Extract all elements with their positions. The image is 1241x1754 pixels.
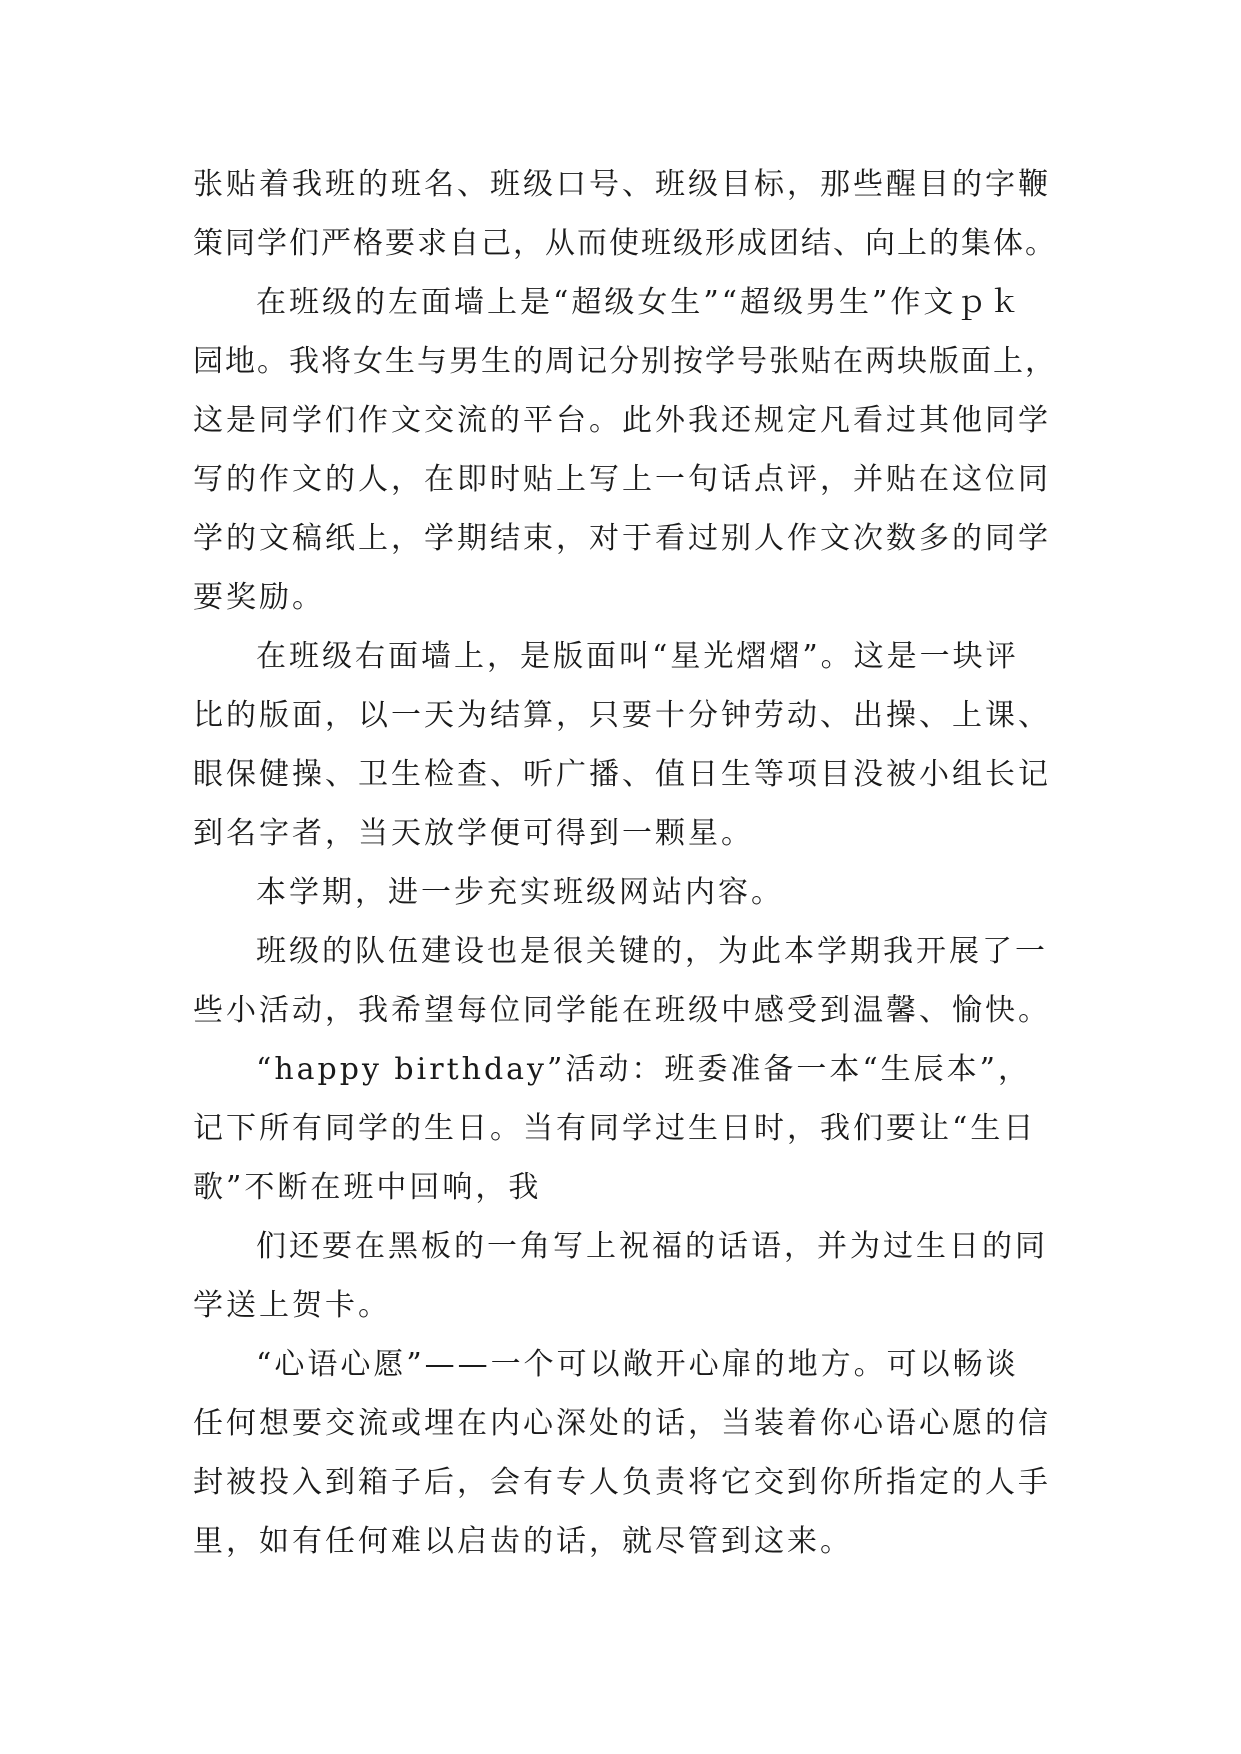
text-line-10: 比的版面，以一天为结算，只要十分钟劳动、出操、上课、 (193, 698, 1051, 733)
text-line-2: 策同学们严格要求自己，从而使班级形成团结、向上的集体。 (193, 226, 1057, 261)
text-line-20: 学送上贺卡。 (193, 1288, 391, 1323)
text-line-24: 里，如有任何难以启齿的话，就尽管到这来。 (193, 1524, 853, 1559)
text-line-6: 写的作文的人，在即时贴上写上一句话点评，并贴在这位同 (193, 462, 1051, 497)
text-line-14: 班级的队伍建设也是很关键的，为此本学期我开展了一 (256, 934, 1048, 969)
text-line-11: 眼保健操、卫生检查、听广播、值日生等项目没被小组长记 (193, 757, 1051, 792)
text-line-18: 歌”不断在班中回响，我 (193, 1170, 542, 1205)
text-line-12: 到名字者，当天放学便可得到一颗星。 (193, 816, 754, 851)
text-line-5: 这是同学们作文交流的平台。此外我还规定凡看过其他同学 (193, 403, 1051, 438)
text-line-23: 封被投入到箱子后，会有专人负责将它交到你所指定的人手 (193, 1465, 1051, 1500)
text-line-7: 学的文稿纸上，学期结束，对于看过别人作文次数多的同学 (193, 521, 1051, 556)
text-line-15: 些小活动，我希望每位同学能在班级中感受到温馨、愉快。 (193, 993, 1051, 1028)
text-line-3: 在班级的左面墙上是“超级女生”“超级男生”作文ｐｋ (256, 285, 1023, 320)
text-line-9: 在班级右面墙上，是版面叫“星光熠熠”。这是一块评 (256, 639, 1019, 674)
text-line-19: 们还要在黑板的一角写上祝福的话语，并为过生日的同 (256, 1229, 1048, 1264)
text-line-13: 本学期，进一步充实班级网站内容。 (256, 875, 784, 910)
text-line-1: 张贴着我班的班名、班级口号、班级目标，那些醒目的字鞭 (193, 167, 1051, 202)
text-line-8: 要奖励。 (193, 580, 325, 615)
text-line-16: “happy birthday”活动：班委准备一本“生辰本”， (256, 1052, 1032, 1087)
text-line-22: 任何想要交流或埋在内心深处的话，当装着你心语心愿的信 (193, 1406, 1051, 1441)
text-line-21: “心语心愿”——一个可以敞开心扉的地方。可以畅谈 (256, 1347, 1019, 1382)
text-line-17: 记下所有同学的生日。当有同学过生日时，我们要让“生日 (193, 1111, 1037, 1146)
text-line-4: 园地。我将女生与男生的周记分别按学号张贴在两块版面上， (193, 344, 1057, 379)
